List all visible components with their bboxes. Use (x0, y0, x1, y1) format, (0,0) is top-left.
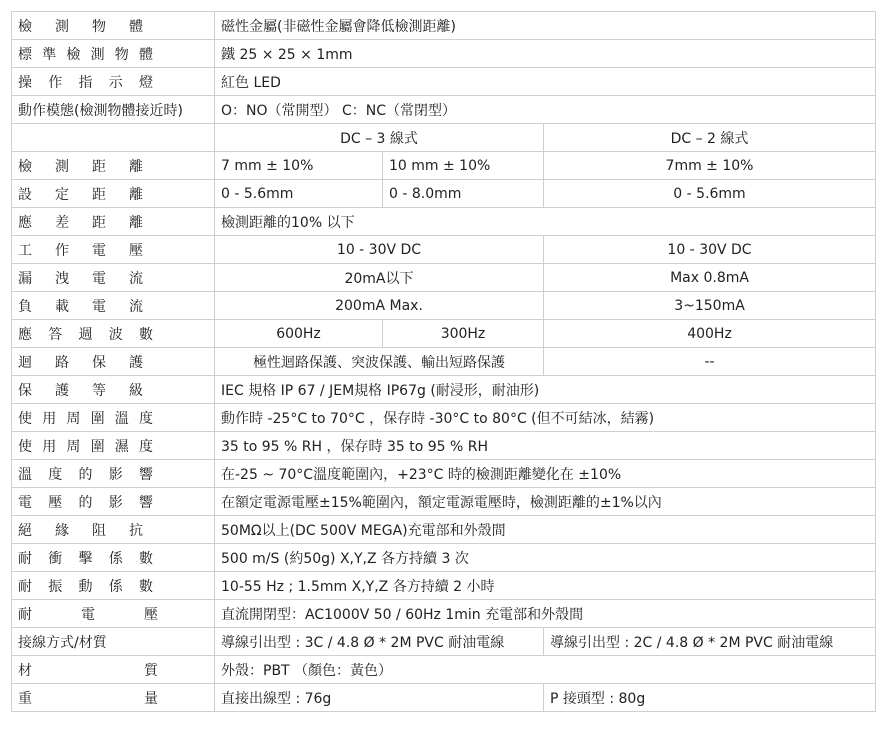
spec-value-cell (215, 516, 876, 544)
row-label-text: 檢 測 距 離 (18, 158, 143, 175)
table-row (12, 684, 876, 712)
table-row (12, 516, 876, 544)
row-label-text: 使 用 周 圍 濕 度 (18, 438, 153, 455)
row-label-text: 迴 路 保 護 (18, 354, 143, 371)
row-label (12, 40, 215, 68)
table-row (12, 320, 876, 348)
spec-value-cell (544, 236, 876, 264)
row-label-text: 耐 振 動 係 數 (18, 578, 153, 595)
row-label (12, 628, 215, 656)
row-label-text: 電 壓 的 影 響 (18, 494, 153, 511)
row-label (12, 68, 215, 96)
spec-value-cell (215, 292, 544, 320)
spec-value-text: 磁性金屬(非磁性金屬會降低檢測距離) (221, 18, 456, 35)
row-label (12, 96, 215, 124)
spec-value-text: 導線引出型 : 3C / 4.8 Ø * 2M PVC 耐油電線 (221, 634, 505, 651)
spec-value-cell (215, 488, 876, 516)
spec-value-text: IEC 規格 IP 67 / JEM規格 IP67g (耐浸形，耐油形) (221, 382, 540, 399)
row-label (12, 516, 215, 544)
row-label-text: 動作模態(檢測物體接近時) (18, 102, 183, 119)
row-label (12, 572, 215, 600)
table-row (12, 40, 876, 68)
table-row (12, 180, 876, 208)
table-row (12, 376, 876, 404)
spec-value-text: 鐵 25 × 25 × 1mm (221, 46, 353, 63)
table-row (12, 544, 876, 572)
table-row (12, 628, 876, 656)
spec-value-cell (544, 348, 876, 376)
spec-value-cell (215, 404, 876, 432)
table-row (12, 488, 876, 516)
spec-value-text: -- (704, 353, 715, 370)
spec-value-cell (215, 124, 544, 152)
spec-value-text: 極性迴路保護、突波保護、輸出短路保護 (253, 354, 505, 371)
spec-value-cell (215, 684, 544, 712)
spec-value-text: 35 to 95 % RH ，保存時 35 to 95 % RH (221, 438, 488, 455)
table-row (12, 656, 876, 684)
spec-value-text: 10-55 Hz ; 1.5mm X,Y,Z 各方持續 2 小時 (221, 578, 495, 595)
table-row (12, 124, 876, 152)
spec-value-text: 20mA以下 (344, 270, 414, 287)
row-label (12, 12, 215, 40)
spec-table-body (12, 12, 876, 712)
spec-value-text: 導線引出型 : 2C / 4.8 Ø * 2M PVC 耐油電線 (550, 634, 834, 651)
spec-value-text: 在額定電源電壓±15%範圍內，額定電源電壓時，檢測距離的±1%以內 (221, 494, 662, 511)
spec-value-cell (215, 544, 876, 572)
spec-value-text: 400Hz (687, 325, 732, 342)
spec-value-text: 0 - 5.6mm (221, 185, 294, 202)
spec-value-cell (215, 180, 383, 208)
table-row (12, 404, 876, 432)
row-label (12, 236, 215, 264)
row-label (12, 180, 215, 208)
spec-value-text: 600Hz (276, 325, 321, 342)
spec-value-text: DC – 2 線式 (670, 130, 749, 147)
row-label (12, 264, 215, 292)
spec-value-cell (215, 40, 876, 68)
row-label-text: 溫 度 的 影 響 (18, 466, 153, 483)
spec-value-cell (215, 208, 876, 236)
spec-value-text: P 接頭型 : 80g (550, 690, 646, 707)
spec-value-text: 500 m/S (約50g) X,Y,Z 各方持續 3 次 (221, 550, 469, 567)
row-label-text: 檢 測 物 體 (18, 18, 143, 35)
spec-value-cell (215, 236, 544, 264)
spec-value-text: 3~150mA (674, 297, 745, 314)
spec-value-text: 0 - 5.6mm (673, 185, 746, 202)
spec-value-text: Max 0.8mA (670, 269, 749, 286)
spec-value-cell (215, 460, 876, 488)
spec-value-cell (215, 628, 544, 656)
spec-value-cell (544, 124, 876, 152)
spec-value-text: 在-25 ~ 70°C溫度範圍內，+23°C 時的檢測距離變化在 ±10% (221, 466, 622, 483)
row-label-text: 耐 衝 擊 係 數 (18, 550, 153, 567)
spec-value-text: 直接出線型 : 76g (221, 690, 332, 707)
table-row (12, 12, 876, 40)
table-row (12, 292, 876, 320)
row-label-text: 耐 電 壓 (18, 606, 158, 623)
spec-value-cell (215, 12, 876, 40)
spec-value-cell (544, 152, 876, 180)
spec-value-text: 檢測距離的10% 以下 (221, 214, 355, 231)
row-label-text: 保 護 等 級 (18, 382, 143, 399)
table-row (12, 432, 876, 460)
table-row (12, 460, 876, 488)
table-row (12, 600, 876, 628)
table-row (12, 572, 876, 600)
spec-value-text: 7mm ± 10% (665, 157, 754, 174)
table-row (12, 264, 876, 292)
spec-value-cell (215, 656, 876, 684)
spec-value-text: 10 mm ± 10% (389, 157, 491, 174)
spec-value-text: 10 - 30V DC (336, 241, 422, 258)
row-label-text: 設 定 距 離 (18, 186, 143, 203)
spec-value-cell (215, 68, 876, 96)
spec-table (11, 11, 876, 712)
spec-value-cell (544, 292, 876, 320)
row-label (12, 432, 215, 460)
row-label (12, 684, 215, 712)
spec-value-cell (215, 320, 383, 348)
row-label (12, 488, 215, 516)
spec-value-cell (383, 152, 544, 180)
row-label-text: 材 質 (18, 662, 158, 679)
table-row (12, 152, 876, 180)
spec-value-text: 紅色 LED (221, 74, 281, 91)
table-row (12, 68, 876, 96)
row-label-text: 負 載 電 流 (18, 298, 143, 315)
spec-value-text: O：NO（常開型） C：NC（常閉型） (221, 102, 456, 119)
row-label-text: 接線方式/材質 (18, 634, 107, 651)
spec-value-cell (215, 348, 544, 376)
spec-value-cell (544, 320, 876, 348)
spec-value-cell (215, 152, 383, 180)
table-row (12, 208, 876, 236)
row-label-text: 使 用 周 圍 溫 度 (18, 410, 153, 427)
row-label (12, 460, 215, 488)
spec-value-cell (215, 600, 876, 628)
table-row (12, 236, 876, 264)
spec-value-text: 外殼：PBT （顏色：黃色） (221, 662, 393, 679)
row-label (12, 208, 215, 236)
row-label (12, 404, 215, 432)
spec-value-cell (215, 432, 876, 460)
row-label-text: 絕 緣 阻 抗 (18, 522, 143, 539)
spec-value-text: 200mA Max. (335, 297, 423, 314)
spec-value-cell (544, 628, 876, 656)
spec-value-text: 7 mm ± 10% (221, 157, 314, 174)
row-label (12, 600, 215, 628)
spec-value-cell (215, 572, 876, 600)
row-label-text: 漏 洩 電 流 (18, 270, 143, 287)
row-label-text: 應 差 距 離 (18, 214, 143, 231)
spec-value-text: 動作時 -25°C to 70°C ，保存時 -30°C to 80°C (但不可結冰，結霧) (221, 410, 655, 427)
row-label-text: 工 作 電 壓 (18, 242, 143, 259)
row-label (12, 124, 215, 152)
row-label (12, 544, 215, 572)
spec-value-cell (215, 376, 876, 404)
spec-value-text: 直流開閉型：AC1000V 50 / 60Hz 1min 充電部和外殼間 (221, 606, 584, 623)
spec-value-text: 10 - 30V DC (667, 241, 752, 258)
row-label (12, 376, 215, 404)
spec-value-text: 0 - 8.0mm (389, 185, 462, 202)
table-row (12, 96, 876, 124)
row-label (12, 320, 215, 348)
spec-value-cell (383, 320, 544, 348)
spec-value-cell (215, 96, 876, 124)
row-label (12, 292, 215, 320)
spec-value-cell (215, 264, 544, 292)
row-label-text: 操 作 指 示 燈 (18, 74, 153, 91)
spec-value-cell (544, 180, 876, 208)
spec-value-cell (544, 684, 876, 712)
row-label-text: 應 答 週 波 數 (18, 326, 153, 343)
row-label (12, 348, 215, 376)
row-label-text: 標 準 檢 測 物 體 (18, 46, 153, 63)
spec-value-text: DC – 3 線式 (340, 130, 418, 147)
row-label (12, 152, 215, 180)
row-label-text: 重 量 (18, 690, 158, 707)
spec-value-cell (383, 180, 544, 208)
row-label (12, 656, 215, 684)
table-row (12, 348, 876, 376)
spec-value-text: 50MΩ以上(DC 500V MEGA)充電部和外殼間 (221, 522, 506, 539)
spec-value-cell (544, 264, 876, 292)
spec-value-text: 300Hz (440, 325, 486, 342)
